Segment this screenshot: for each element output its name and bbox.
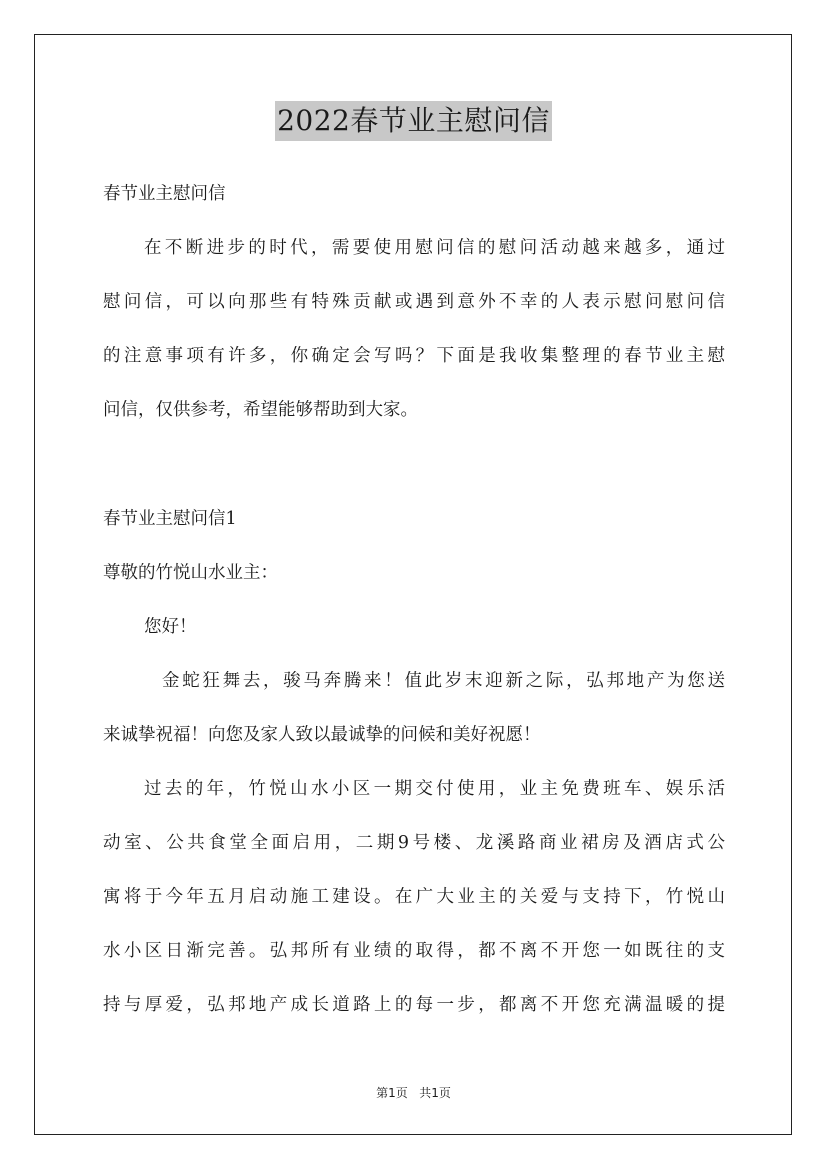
greeting: 您好！ <box>144 617 197 637</box>
body-line-5: 寓将于今年五月启动施工建设。在广大业主的关爱与支持下，竹悦山 <box>103 887 725 907</box>
body-line-7: 持与厚爱，弘邦地产成长道路上的每一步，都离不开您充满温暖的提 <box>103 995 725 1015</box>
title-container <box>0 101 827 141</box>
document-title: 2022春节业主慰问信 <box>275 101 552 141</box>
intro-line-3: 的注意事项有许多，你确定会写吗？下面是我收集整理的春节业主慰 <box>103 346 725 366</box>
intro-line-1: 在不断进步的时代，需要使用慰问信的慰问活动越来越多，通过 <box>144 238 725 258</box>
salutation: 尊敬的竹悦山水业主： <box>103 563 278 583</box>
intro-line-4: 问信，仅供参考，希望能够帮助到大家。 <box>103 400 418 420</box>
body-line-2: 来诚挚祝福！向您及家人致以最诚挚的问候和美好祝愿！ <box>103 725 541 745</box>
section-heading: 春节业主慰问信1 <box>103 509 237 529</box>
document-subtitle: 春节业主慰问信 <box>103 184 226 204</box>
intro-line-2: 慰问信，可以向那些有特殊贡献或遇到意外不幸的人表示慰问慰问信 <box>103 292 725 312</box>
body-line-1: 金蛇狂舞去，骏马奔腾来！值此岁末迎新之际，弘邦地产为您送 <box>162 671 725 691</box>
body-line-4: 动室、公共食堂全面启用，二期9号楼、龙溪路商业裙房及酒店式公 <box>103 833 725 853</box>
body-line-6: 水小区日渐完善。弘邦所有业绩的取得，都不离不开您一如既往的支 <box>103 941 725 961</box>
body-line-3: 过去的年，竹悦山水小区一期交付使用，业主免费班车、娱乐活 <box>144 779 725 799</box>
page-footer: 第1页 共1页 <box>376 1086 451 1100</box>
